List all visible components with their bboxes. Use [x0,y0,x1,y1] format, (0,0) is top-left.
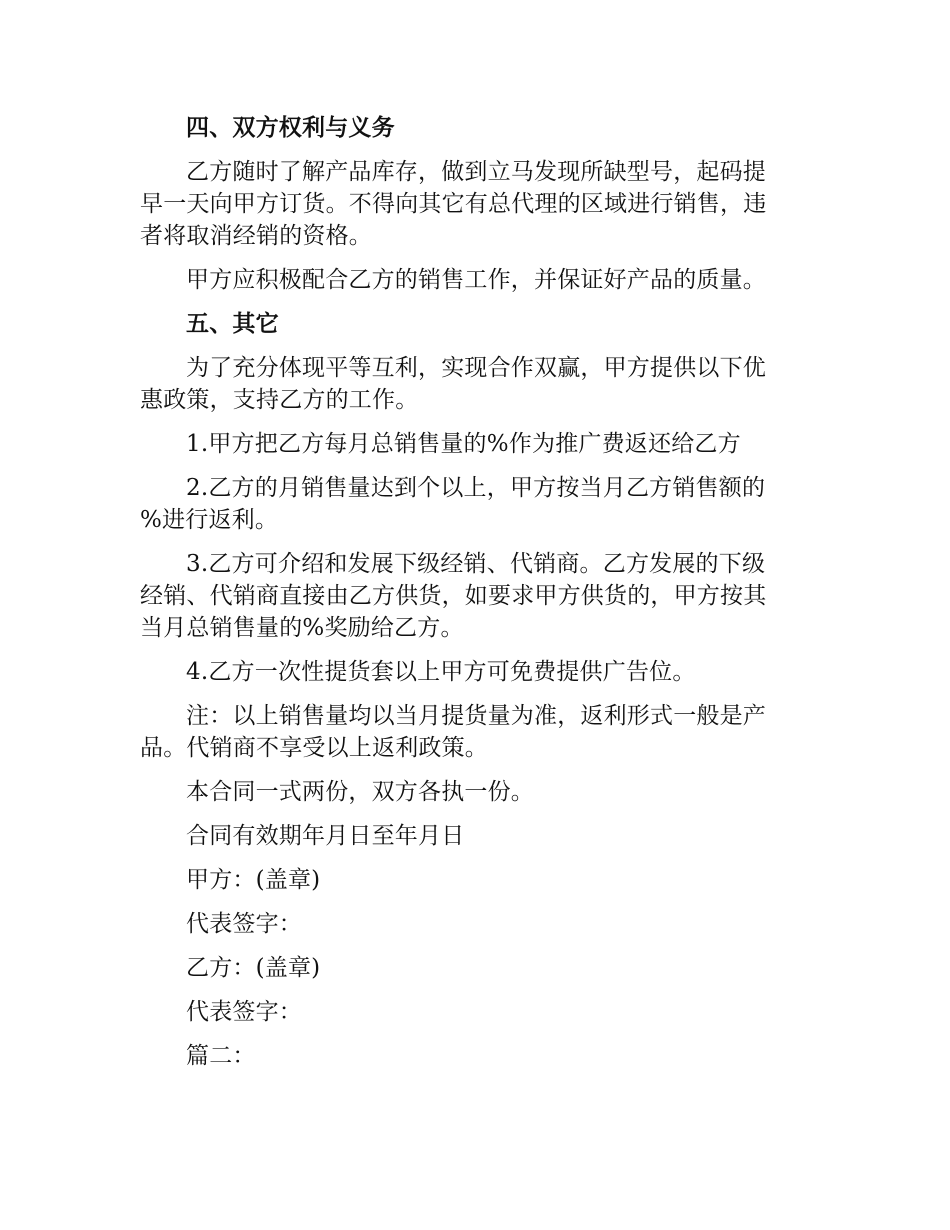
next-part-label: 篇二： [186,1043,256,1069]
paragraph-inventory-ordering [140,156,812,252]
party-b-representative-signature: 代表签字： [186,999,302,1025]
paragraph-line: 惠政策，支持乙方的工作。 [140,387,419,413]
section-heading-other: 五、其它 [186,310,279,337]
paragraph-line: 3.乙方可介绍和发展下级经销、代销商。乙方发展的下级 [186,551,766,577]
paragraph-note [140,700,812,764]
contract-page [140,112,812,1084]
paragraph-copies: 本合同一式两份，双方各执一份。 [186,779,534,805]
section-heading-rights-obligations: 四、双方权利与义务 [186,114,395,141]
paragraph-preferential-policy [140,352,812,416]
clause-item-3 [140,548,812,644]
party-b-seal-line: 乙方：(盖章) [186,955,321,981]
paragraph-line: 品。代销商不享受以上返利政策。 [140,735,488,761]
paragraph-line: 当月总销售量的%奖励给乙方。 [140,615,464,641]
paragraph-line: 注：以上销售量均以当月提货量为准，返利形式一般是产 [186,703,766,729]
party-a-representative-signature: 代表签字： [186,911,302,937]
clause-item-1: 1.甲方把乙方每月总销售量的%作为推广费返还给乙方 [186,431,741,457]
clause-item-4: 4.乙方一次性提货套以上甲方可免费提供广告位。 [186,659,696,685]
paragraph-line: 2.乙方的月销售量达到个以上，甲方按当月乙方销售额的 [186,475,766,501]
paragraph-validity: 合同有效期年月日至年月日 [186,823,465,849]
paragraph-line: 者将取消经销的资格。 [140,223,372,249]
paragraph-line: %进行返利。 [140,507,279,533]
clause-item-2 [140,472,812,536]
paragraph-party-a-cooperation: 甲方应积极配合乙方的销售工作，并保证好产品的质量。 [186,267,766,293]
paragraph-line: 经销、代销商直接由乙方供货，如要求甲方供货的，甲方按其 [140,583,767,609]
party-a-seal-line: 甲方：(盖章) [186,867,321,893]
paragraph-line: 乙方随时了解产品库存，做到立马发现所缺型号，起码提 [186,159,766,185]
paragraph-line: 早一天向甲方订货。不得向其它有总代理的区域进行销售，违 [140,191,767,217]
paragraph-line: 为了充分体现平等互利，实现合作双赢，甲方提供以下优 [186,355,766,381]
